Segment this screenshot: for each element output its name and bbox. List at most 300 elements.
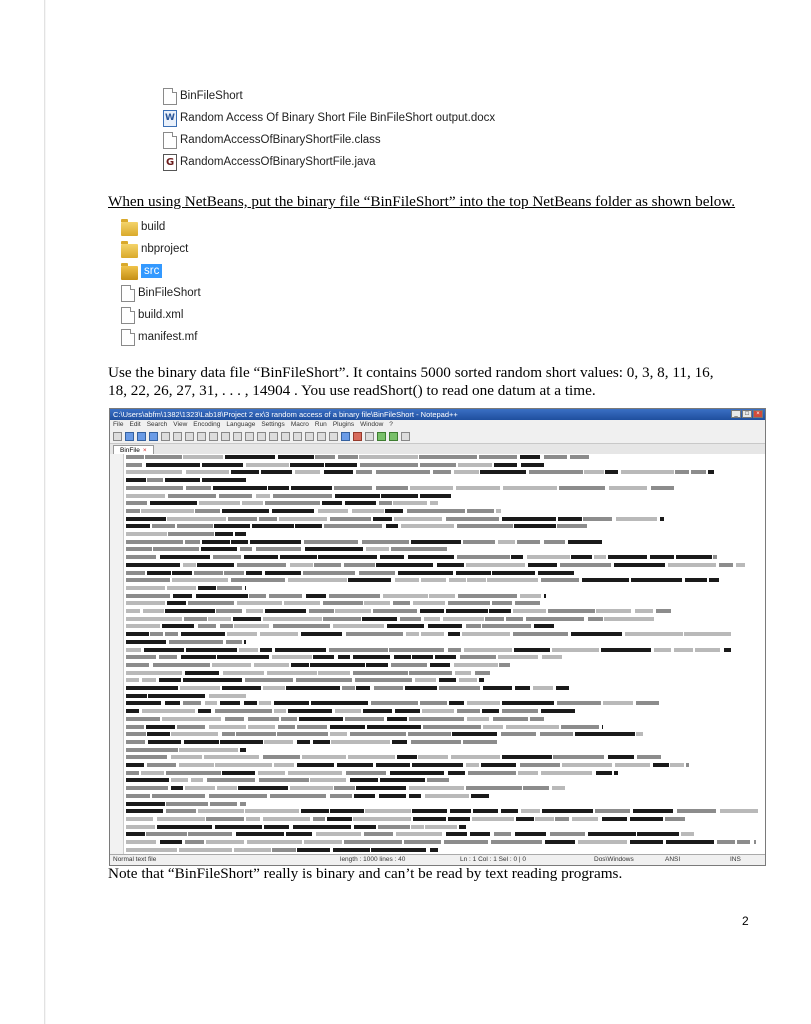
binary-text-line — [126, 493, 762, 499]
binary-glyph-run — [183, 701, 200, 705]
binary-glyph-run — [254, 663, 289, 667]
binary-glyph-run — [216, 609, 242, 613]
save-all-icon — [149, 432, 158, 441]
binary-glyph-run — [188, 832, 232, 836]
binary-glyph-run — [126, 509, 140, 513]
binary-glyph-run — [367, 725, 421, 729]
binary-glyph-run — [310, 663, 364, 667]
binary-glyph-run — [506, 617, 524, 621]
paste-icon — [209, 432, 218, 441]
binary-glyph-run — [126, 540, 183, 544]
binary-glyph-run — [666, 840, 714, 844]
binary-glyph-run — [603, 701, 633, 705]
binary-glyph-run — [352, 509, 384, 513]
folder-item-nbproject — [121, 238, 201, 260]
binary-glyph-run — [318, 509, 348, 513]
binary-glyph-run — [534, 624, 554, 628]
binary-glyph-run — [608, 755, 635, 759]
binary-glyph-run — [459, 825, 466, 829]
binary-glyph-run — [126, 701, 161, 705]
binary-glyph-run — [670, 763, 683, 767]
binary-glyph-run — [252, 524, 294, 528]
open-file-icon — [125, 432, 134, 441]
binary-glyph-run — [324, 524, 382, 528]
binary-glyph-run — [142, 709, 195, 713]
binary-glyph-run — [425, 825, 457, 829]
binary-glyph-run — [396, 832, 442, 836]
binary-glyph-run — [166, 809, 197, 813]
binary-glyph-run — [541, 709, 575, 713]
play-macro-icon — [377, 432, 386, 441]
binary-glyph-run — [439, 678, 456, 682]
binary-glyph-run — [191, 778, 203, 782]
menu-run: Run — [314, 421, 327, 428]
binary-glyph-run — [126, 840, 156, 844]
binary-glyph-run — [152, 524, 174, 528]
blank-file-icon — [121, 285, 135, 302]
binary-glyph-run — [502, 701, 554, 705]
binary-glyph-run — [412, 809, 447, 813]
binary-text-line — [126, 631, 762, 637]
binary-glyph-run — [281, 717, 297, 721]
page-number: 2 — [742, 914, 749, 928]
binary-note-text: Note that “BinFileShort” really is binary and can’t be read by text reading programs. — [108, 865, 623, 882]
binary-glyph-run — [695, 648, 720, 652]
binary-glyph-run — [448, 648, 461, 652]
binary-glyph-run — [293, 825, 351, 829]
binary-glyph-run — [387, 624, 423, 628]
binary-glyph-run — [515, 601, 541, 605]
binary-glyph-run — [422, 709, 454, 713]
binary-glyph-run — [126, 825, 155, 829]
binary-glyph-run — [348, 755, 395, 759]
binary-glyph-run — [533, 686, 553, 690]
binary-glyph-run — [482, 624, 531, 628]
binary-glyph-run — [314, 563, 340, 567]
binary-glyph-run — [630, 817, 663, 821]
binary-glyph-run — [373, 517, 392, 521]
binary-text-line — [126, 585, 762, 591]
binary-glyph-run — [605, 470, 618, 474]
binary-glyph-run — [309, 609, 334, 613]
binary-text-line — [126, 762, 762, 768]
binary-glyph-run — [198, 624, 217, 628]
print-icon — [173, 432, 182, 441]
binary-glyph-run — [209, 694, 246, 698]
binary-glyph-run — [456, 486, 501, 490]
binary-glyph-run — [575, 732, 635, 736]
binary-glyph-run — [274, 763, 294, 767]
binary-glyph-run — [165, 632, 178, 636]
binary-glyph-run — [202, 463, 243, 467]
binary-glyph-run — [278, 455, 314, 459]
binary-glyph-run — [126, 648, 141, 652]
blank-file-icon — [163, 132, 177, 149]
binary-glyph-run — [724, 648, 731, 652]
binary-glyph-run — [365, 809, 411, 813]
binary-glyph-run — [171, 786, 183, 790]
binary-glyph-run — [324, 470, 353, 474]
binary-glyph-run — [244, 640, 246, 644]
binary-glyph-run — [496, 509, 501, 513]
binary-glyph-run — [360, 463, 418, 467]
binary-glyph-run — [479, 455, 517, 459]
binary-glyph-run — [397, 755, 417, 759]
binary-glyph-run — [334, 786, 355, 790]
binary-text-line — [126, 708, 762, 714]
binary-glyph-run — [379, 501, 392, 505]
binary-text-line — [126, 831, 762, 837]
binary-glyph-run — [424, 617, 440, 621]
binary-glyph-run — [637, 755, 661, 759]
binary-glyph-run — [594, 555, 607, 559]
binary-glyph-run — [256, 547, 302, 551]
binary-text-line — [126, 600, 762, 606]
binary-glyph-run — [126, 817, 153, 821]
binary-glyph-run — [562, 763, 612, 767]
binary-glyph-run — [333, 624, 384, 628]
binary-glyph-run — [259, 517, 277, 521]
close-file-icon — [161, 432, 170, 441]
binary-glyph-run — [408, 555, 455, 559]
binary-text-line — [126, 662, 762, 668]
binary-glyph-run — [162, 624, 194, 628]
binary-glyph-run — [637, 832, 679, 836]
binary-glyph-run — [126, 848, 177, 852]
binary-glyph-run — [330, 809, 364, 813]
window-controls — [731, 410, 763, 418]
binary-glyph-run — [501, 732, 536, 736]
folder-icon — [121, 266, 138, 280]
binary-glyph-run — [713, 555, 717, 559]
binary-glyph-run — [213, 555, 242, 559]
menu-file: File — [113, 421, 124, 428]
binary-text-line — [126, 623, 762, 629]
binary-glyph-run — [542, 809, 593, 813]
menu-macro: Macro — [290, 421, 309, 428]
binary-glyph-run — [616, 517, 657, 521]
binary-glyph-run — [345, 501, 376, 505]
file-name: Random Access Of Binary Short File BinFileShort output.docx — [180, 112, 496, 124]
binary-glyph-run — [222, 771, 255, 775]
blank-file-icon — [121, 307, 135, 324]
binary-glyph-run — [167, 517, 225, 521]
status-length: length : 1000 lines : 40 — [340, 856, 406, 863]
binary-text-line — [126, 562, 762, 568]
binary-glyph-run — [356, 786, 406, 790]
binary-glyph-run — [709, 578, 719, 582]
binary-glyph-run — [313, 655, 334, 659]
binary-glyph-run — [419, 455, 477, 459]
binary-glyph-run — [145, 455, 181, 459]
binary-glyph-run — [502, 755, 552, 759]
binary-glyph-run — [448, 632, 461, 636]
binary-glyph-run — [157, 817, 206, 821]
binary-glyph-run — [231, 540, 248, 544]
binary-text-line — [126, 724, 762, 730]
binary-glyph-run — [220, 701, 240, 705]
binary-glyph-run — [236, 832, 284, 836]
zoom-in-icon — [269, 432, 278, 441]
binary-glyph-run — [126, 786, 168, 790]
binary-glyph-run — [609, 486, 647, 490]
binary-glyph-run — [212, 663, 251, 667]
binary-glyph-run — [467, 701, 500, 705]
binary-text-line — [126, 693, 762, 699]
binary-glyph-run — [246, 817, 261, 821]
save-macro-icon — [401, 432, 410, 441]
binary-glyph-run — [446, 517, 499, 521]
binary-glyph-run — [236, 732, 276, 736]
binary-glyph-run — [333, 848, 370, 852]
binary-glyph-run — [338, 455, 358, 459]
binary-glyph-run — [588, 832, 636, 836]
binary-glyph-run — [468, 771, 515, 775]
binary-glyph-run — [454, 470, 479, 474]
binary-glyph-run — [412, 655, 433, 659]
binary-glyph-run — [126, 609, 140, 613]
folder-item-build — [121, 216, 201, 238]
binary-glyph-run — [297, 848, 330, 852]
binary-glyph-run — [345, 717, 384, 721]
binary-glyph-run — [374, 686, 404, 690]
binary-glyph-run — [344, 840, 402, 844]
binary-glyph-run — [376, 470, 430, 474]
binary-glyph-run — [466, 763, 479, 767]
binary-glyph-run — [206, 817, 244, 821]
binary-glyph-run — [234, 848, 271, 852]
status-insert-mode: INS — [730, 856, 741, 863]
binary-glyph-run — [391, 663, 427, 667]
new-file-icon — [113, 432, 122, 441]
binary-glyph-run — [248, 717, 279, 721]
binary-glyph-run — [390, 771, 444, 775]
binary-glyph-run — [162, 717, 221, 721]
binary-glyph-run — [420, 494, 451, 498]
binary-glyph-run — [269, 594, 302, 598]
binary-glyph-run — [335, 494, 379, 498]
editor-titlebar — [110, 409, 765, 420]
binary-glyph-run — [558, 517, 582, 521]
binary-glyph-run — [356, 470, 372, 474]
binary-glyph-run — [172, 571, 192, 575]
binary-glyph-run — [407, 509, 465, 513]
binary-glyph-run — [428, 624, 462, 628]
binary-glyph-run — [126, 532, 167, 536]
file-name: src — [141, 264, 162, 278]
binary-glyph-run — [246, 609, 263, 613]
binary-text-line — [126, 777, 762, 783]
binary-glyph-run — [353, 671, 408, 675]
binary-glyph-run — [348, 578, 391, 582]
binary-glyph-run — [675, 470, 689, 474]
binary-glyph-run — [376, 763, 410, 767]
show-symbols-icon — [317, 432, 326, 441]
close-icon: × — [753, 410, 763, 418]
binary-glyph-run — [311, 701, 368, 705]
binary-text-line — [126, 462, 762, 468]
binary-glyph-run — [583, 517, 612, 521]
binary-glyph-run — [126, 655, 156, 659]
binary-glyph-run — [409, 717, 465, 721]
binary-glyph-run — [653, 763, 669, 767]
binary-glyph-run — [446, 609, 488, 613]
binary-glyph-run — [126, 794, 150, 798]
binary-glyph-run — [227, 632, 257, 636]
binary-glyph-run — [523, 786, 549, 790]
binary-glyph-run — [223, 671, 265, 675]
binary-glyph-run — [263, 617, 321, 621]
netbeans-file-list — [121, 216, 201, 348]
binary-glyph-run — [359, 571, 395, 575]
binary-glyph-run — [181, 655, 216, 659]
binary-glyph-run — [167, 586, 196, 590]
binary-glyph-run — [604, 617, 654, 621]
binary-glyph-run — [408, 732, 451, 736]
binary-glyph-run — [250, 540, 301, 544]
binary-glyph-run — [405, 686, 437, 690]
binary-glyph-run — [126, 717, 160, 721]
binary-text-line — [126, 754, 762, 760]
binary-glyph-run — [126, 809, 163, 813]
binary-glyph-run — [409, 671, 452, 675]
folder-icon — [121, 222, 138, 236]
binary-glyph-run — [146, 832, 187, 836]
binary-glyph-run — [379, 794, 407, 798]
binary-glyph-run — [235, 532, 246, 536]
binary-glyph-run — [398, 571, 454, 575]
binary-glyph-run — [210, 802, 237, 806]
binary-glyph-run — [329, 594, 379, 598]
binary-glyph-run — [413, 601, 444, 605]
word-document-icon — [163, 110, 177, 127]
binary-glyph-run — [451, 755, 500, 759]
binary-glyph-run — [310, 778, 346, 782]
binary-glyph-run — [470, 832, 491, 836]
binary-glyph-run — [215, 532, 233, 536]
binary-glyph-run — [720, 809, 758, 813]
binary-glyph-run — [483, 686, 512, 690]
binary-glyph-run — [429, 594, 454, 598]
binary-glyph-run — [274, 701, 310, 705]
binary-glyph-run — [418, 755, 448, 759]
binary-glyph-run — [126, 578, 170, 582]
binary-glyph-run — [571, 632, 622, 636]
binary-glyph-run — [571, 555, 592, 559]
binary-text-line — [126, 839, 762, 845]
binary-glyph-run — [421, 632, 445, 636]
binary-glyph-run — [147, 571, 171, 575]
binary-text-line — [126, 770, 762, 776]
binary-glyph-run — [181, 632, 225, 636]
binary-glyph-run — [194, 571, 222, 575]
binary-glyph-run — [278, 725, 296, 729]
binary-glyph-run — [323, 601, 362, 605]
binary-glyph-run — [295, 470, 320, 474]
binary-glyph-run — [514, 648, 551, 652]
binary-glyph-run — [272, 848, 296, 852]
instruction-binary-data — [108, 364, 768, 400]
binary-glyph-run — [614, 563, 665, 567]
binary-glyph-run — [291, 663, 308, 667]
binary-glyph-run — [483, 725, 502, 729]
binary-glyph-run — [256, 494, 270, 498]
instruction-netbeans — [108, 193, 768, 211]
binary-glyph-run — [395, 709, 420, 713]
binary-glyph-run — [527, 555, 570, 559]
binary-glyph-run — [460, 655, 497, 659]
binary-glyph-run — [420, 701, 446, 705]
binary-glyph-run — [570, 455, 589, 459]
instruction-line-2: 18, 22, 26, 27, 31, . . . , 14904 . You use readShort() to read one datum at a time. — [108, 382, 596, 399]
binary-glyph-run — [325, 463, 357, 467]
binary-glyph-run — [498, 655, 538, 659]
binary-glyph-run — [306, 594, 327, 598]
file-name: BinFileShort — [138, 287, 201, 299]
binary-glyph-run — [219, 494, 252, 498]
binary-glyph-run — [481, 763, 516, 767]
binary-glyph-run — [290, 563, 313, 567]
binary-glyph-run — [126, 517, 166, 521]
binary-glyph-run — [215, 763, 272, 767]
binary-glyph-run — [146, 725, 174, 729]
binary-glyph-run — [529, 470, 583, 474]
binary-glyph-run — [430, 501, 438, 505]
binary-glyph-run — [126, 501, 147, 505]
binary-glyph-run — [473, 809, 498, 813]
file-item-binfileshort — [163, 85, 495, 107]
binary-glyph-run — [335, 609, 371, 613]
binary-glyph-run — [258, 771, 285, 775]
binary-glyph-run — [166, 802, 208, 806]
binary-glyph-run — [240, 802, 246, 806]
binary-glyph-run — [608, 555, 647, 559]
binary-glyph-run — [545, 840, 576, 844]
binary-glyph-run — [557, 524, 587, 528]
binary-text-line — [126, 647, 762, 653]
binary-glyph-run — [296, 678, 352, 682]
binary-glyph-run — [482, 709, 500, 713]
binary-glyph-run — [550, 832, 585, 836]
binary-glyph-run — [480, 470, 526, 474]
binary-glyph-run — [246, 571, 263, 575]
binary-text-line — [126, 793, 762, 799]
binary-glyph-run — [272, 655, 312, 659]
binary-glyph-run — [449, 701, 464, 705]
instruction-netbeans-text: When using NetBeans, put the binary file “BinFileShort” into the top NetBeans folder as shown below. — [108, 193, 736, 210]
binary-glyph-run — [475, 671, 491, 675]
binary-glyph-run — [245, 586, 246, 590]
binary-glyph-run — [304, 540, 359, 544]
binary-glyph-run — [153, 663, 211, 667]
binary-glyph-run — [201, 547, 237, 551]
binary-glyph-run — [242, 501, 263, 505]
binary-text-line — [126, 469, 762, 475]
binary-glyph-run — [220, 740, 262, 744]
file-item-output-docx — [163, 107, 495, 129]
binary-glyph-run — [651, 486, 675, 490]
binary-glyph-run — [126, 832, 145, 836]
binary-glyph-run — [286, 832, 312, 836]
binary-text-line — [126, 554, 762, 560]
binary-glyph-run — [354, 794, 375, 798]
binary-glyph-run — [513, 609, 546, 613]
binary-glyph-run — [471, 794, 489, 798]
binary-text-line — [126, 677, 762, 683]
binary-glyph-run — [267, 671, 317, 675]
binary-glyph-run — [126, 601, 165, 605]
binary-text-line — [126, 801, 762, 807]
